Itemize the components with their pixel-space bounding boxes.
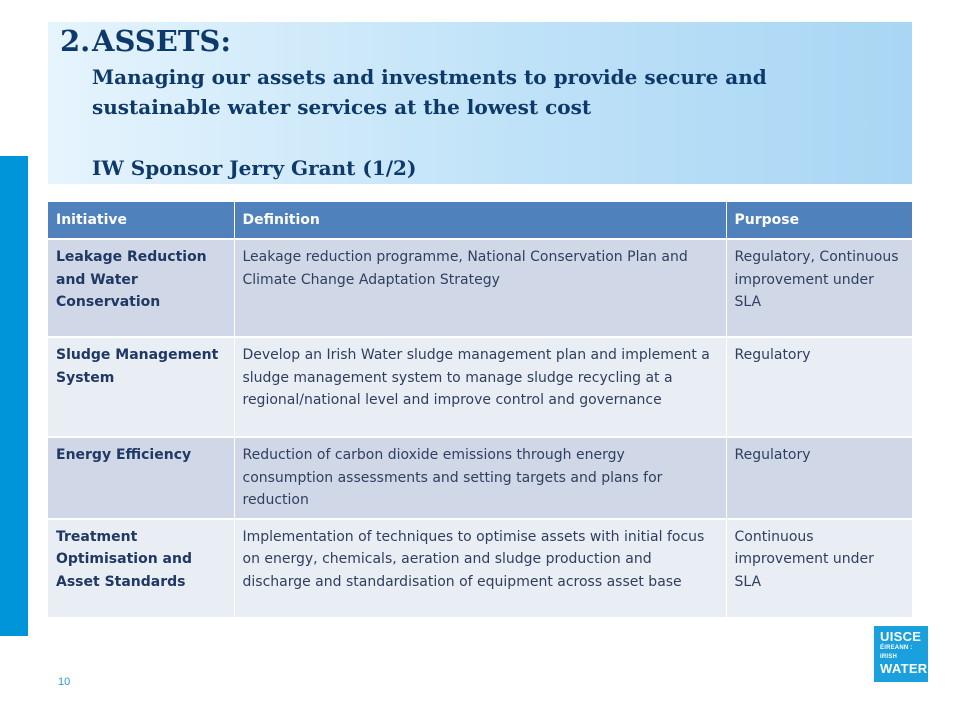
initiative-cell: Energy Efficiency bbox=[48, 437, 234, 519]
header-initiative: Initiative bbox=[48, 202, 234, 239]
sponsor-line: IW Sponsor Jerry Grant (1/2) bbox=[92, 156, 417, 180]
table-row bbox=[48, 337, 912, 437]
table-row bbox=[48, 519, 912, 617]
initiative-cell: Treatment Optimisation and Asset Standards bbox=[48, 519, 234, 617]
table-row bbox=[48, 437, 912, 519]
initiative-cell: Sludge Management System bbox=[48, 337, 234, 437]
definition-cell: Implementation of techniques to optimise assets with initial focus on energy, chemicals, aeration and sludge production and discharge and standardisation of equipment across asset base bbox=[234, 519, 726, 617]
slide-title: ASSETS: bbox=[92, 24, 232, 58]
purpose-cell: Regulatory, Continuous improvement under SLA bbox=[726, 239, 912, 337]
table-row bbox=[48, 239, 912, 337]
page-number: 10 bbox=[58, 676, 71, 688]
initiatives-table bbox=[48, 202, 913, 617]
purpose-cell: Continuous improvement under SLA bbox=[726, 519, 912, 617]
side-accent-bar bbox=[0, 156, 28, 636]
header-purpose: Purpose bbox=[726, 202, 912, 239]
definition-cell: Leakage reduction programme, National Conservation Plan and Climate Change Adaptation Strategy bbox=[234, 239, 726, 337]
slide-subtitle: Managing our assets and investments to provide secure and sustainable water services at the lowest cost bbox=[92, 65, 767, 119]
title-number: 2. bbox=[60, 24, 91, 58]
table-header-row bbox=[48, 202, 912, 239]
logo-line-uisce: UISCE bbox=[880, 629, 922, 644]
logo-line-water: WATER bbox=[880, 661, 928, 676]
initiative-cell: Leakage Reduction and Water Conservation bbox=[48, 239, 234, 337]
purpose-cell: Regulatory bbox=[726, 437, 912, 519]
header-definition: Definition bbox=[234, 202, 726, 239]
logo-line-eireann: ÉIREANN : IRISH bbox=[880, 645, 913, 660]
irish-water-logo bbox=[874, 626, 928, 682]
purpose-cell: Regulatory bbox=[726, 337, 912, 437]
title-banner bbox=[48, 22, 912, 184]
definition-cell: Reduction of carbon dioxide emissions through energy consumption assessments and setting targets and plans for reduction bbox=[234, 437, 726, 519]
definition-cell: Develop an Irish Water sludge management plan and implement a sludge management system to manage sludge recycling at a regional/national level and improve control and governance bbox=[234, 337, 726, 437]
